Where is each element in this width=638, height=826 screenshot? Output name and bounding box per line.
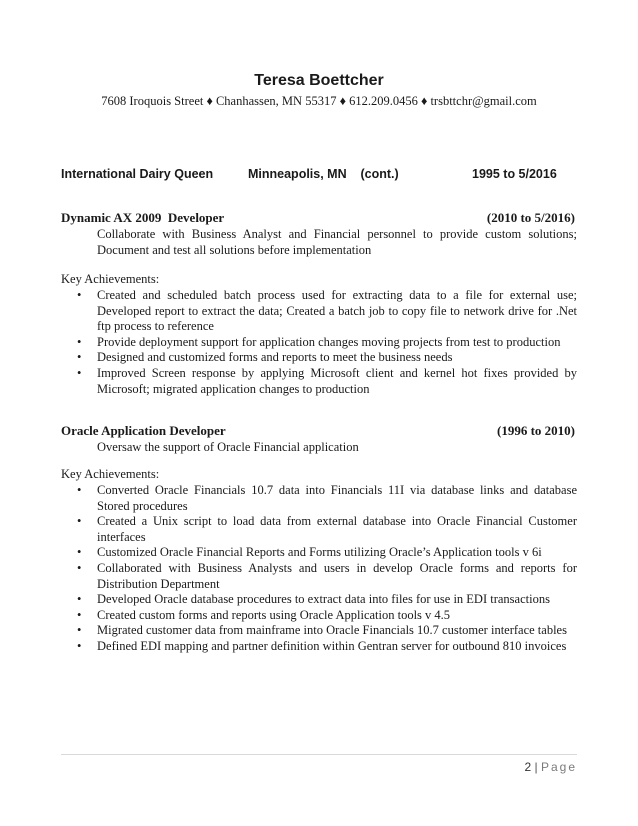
list-item: • Provide deployment support for application changes moving projects from test to production	[61, 335, 577, 351]
employer-location: Minneapolis, MN (cont.)	[248, 167, 399, 181]
employer-name: International Dairy Queen	[61, 167, 214, 181]
achievements-heading: Key Achievements:	[61, 272, 160, 286]
role-dates: (2010 to 5/2016)	[486, 210, 575, 225]
list-item: • Improved Screen response by applying Microsoft client and kernel hot fixes provided by Microsoft; migrated application changes to production	[61, 366, 577, 397]
list-item: • Created and scheduled batch process used for extracting data to a file for external use; Developed report to extract the data; Created a batch job to copy file to network drive for .Net ftp process to reference	[61, 288, 577, 335]
role-dates: (1996 to 2010)	[497, 423, 575, 438]
achievements-list	[61, 483, 577, 655]
list-item: • Designed and customized forms and reports to meet the business needs	[61, 350, 577, 366]
role-title: Dynamic AX 2009 Developer	[61, 210, 225, 225]
page-number: 2	[524, 760, 532, 774]
role-summary: Oversaw the support of Oracle Financial application	[97, 440, 359, 454]
list-item: • Created a Unix script to load data from external database into Oracle Financial Customer interfaces	[61, 514, 577, 545]
list-item: • Customized Oracle Financial Reports and Forms utilizing Oracle’s Application tools v 6i	[61, 545, 577, 561]
list-item: • Created custom forms and reports using Oracle Application tools v 4.5	[61, 608, 577, 624]
role-title: Oracle Application Developer	[61, 423, 226, 438]
list-item: • Defined EDI mapping and partner definition within Gentran server for outbound 810 invoices	[61, 639, 577, 655]
role-summary: Collaborate with Business Analyst and Financial personnel to provide custom solutions; Document and test all solutions before implementation	[97, 227, 577, 257]
list-item: • Collaborated with Business Analysts and users in develop Oracle forms and reports for Distribution Department	[61, 561, 577, 592]
footer-separator: |	[534, 760, 538, 774]
list-item: • Converted Oracle Financials 10.7 data into Financials 11I via database links and database Stored procedures	[61, 483, 577, 514]
contact-line: 7608 Iroquois Street ♦ Chanhassen, MN 55317 ♦ 612.209.0456 ♦ trsbttchr@gmail.com	[101, 94, 537, 108]
achievements-list	[61, 288, 577, 397]
footer-divider	[61, 754, 577, 755]
list-item: • Migrated customer data from mainframe into Oracle Financials 10.7 customer interface tables	[61, 623, 577, 639]
list-item: • Developed Oracle database procedures to extract data into files for use in EDI transactions	[61, 592, 577, 608]
page-footer	[524, 760, 577, 774]
achievements-heading: Key Achievements:	[61, 467, 160, 481]
page-label: Page	[540, 760, 577, 774]
candidate-name: Teresa Boettcher	[254, 72, 384, 89]
employer-dates: 1995 to 5/2016	[472, 167, 557, 181]
